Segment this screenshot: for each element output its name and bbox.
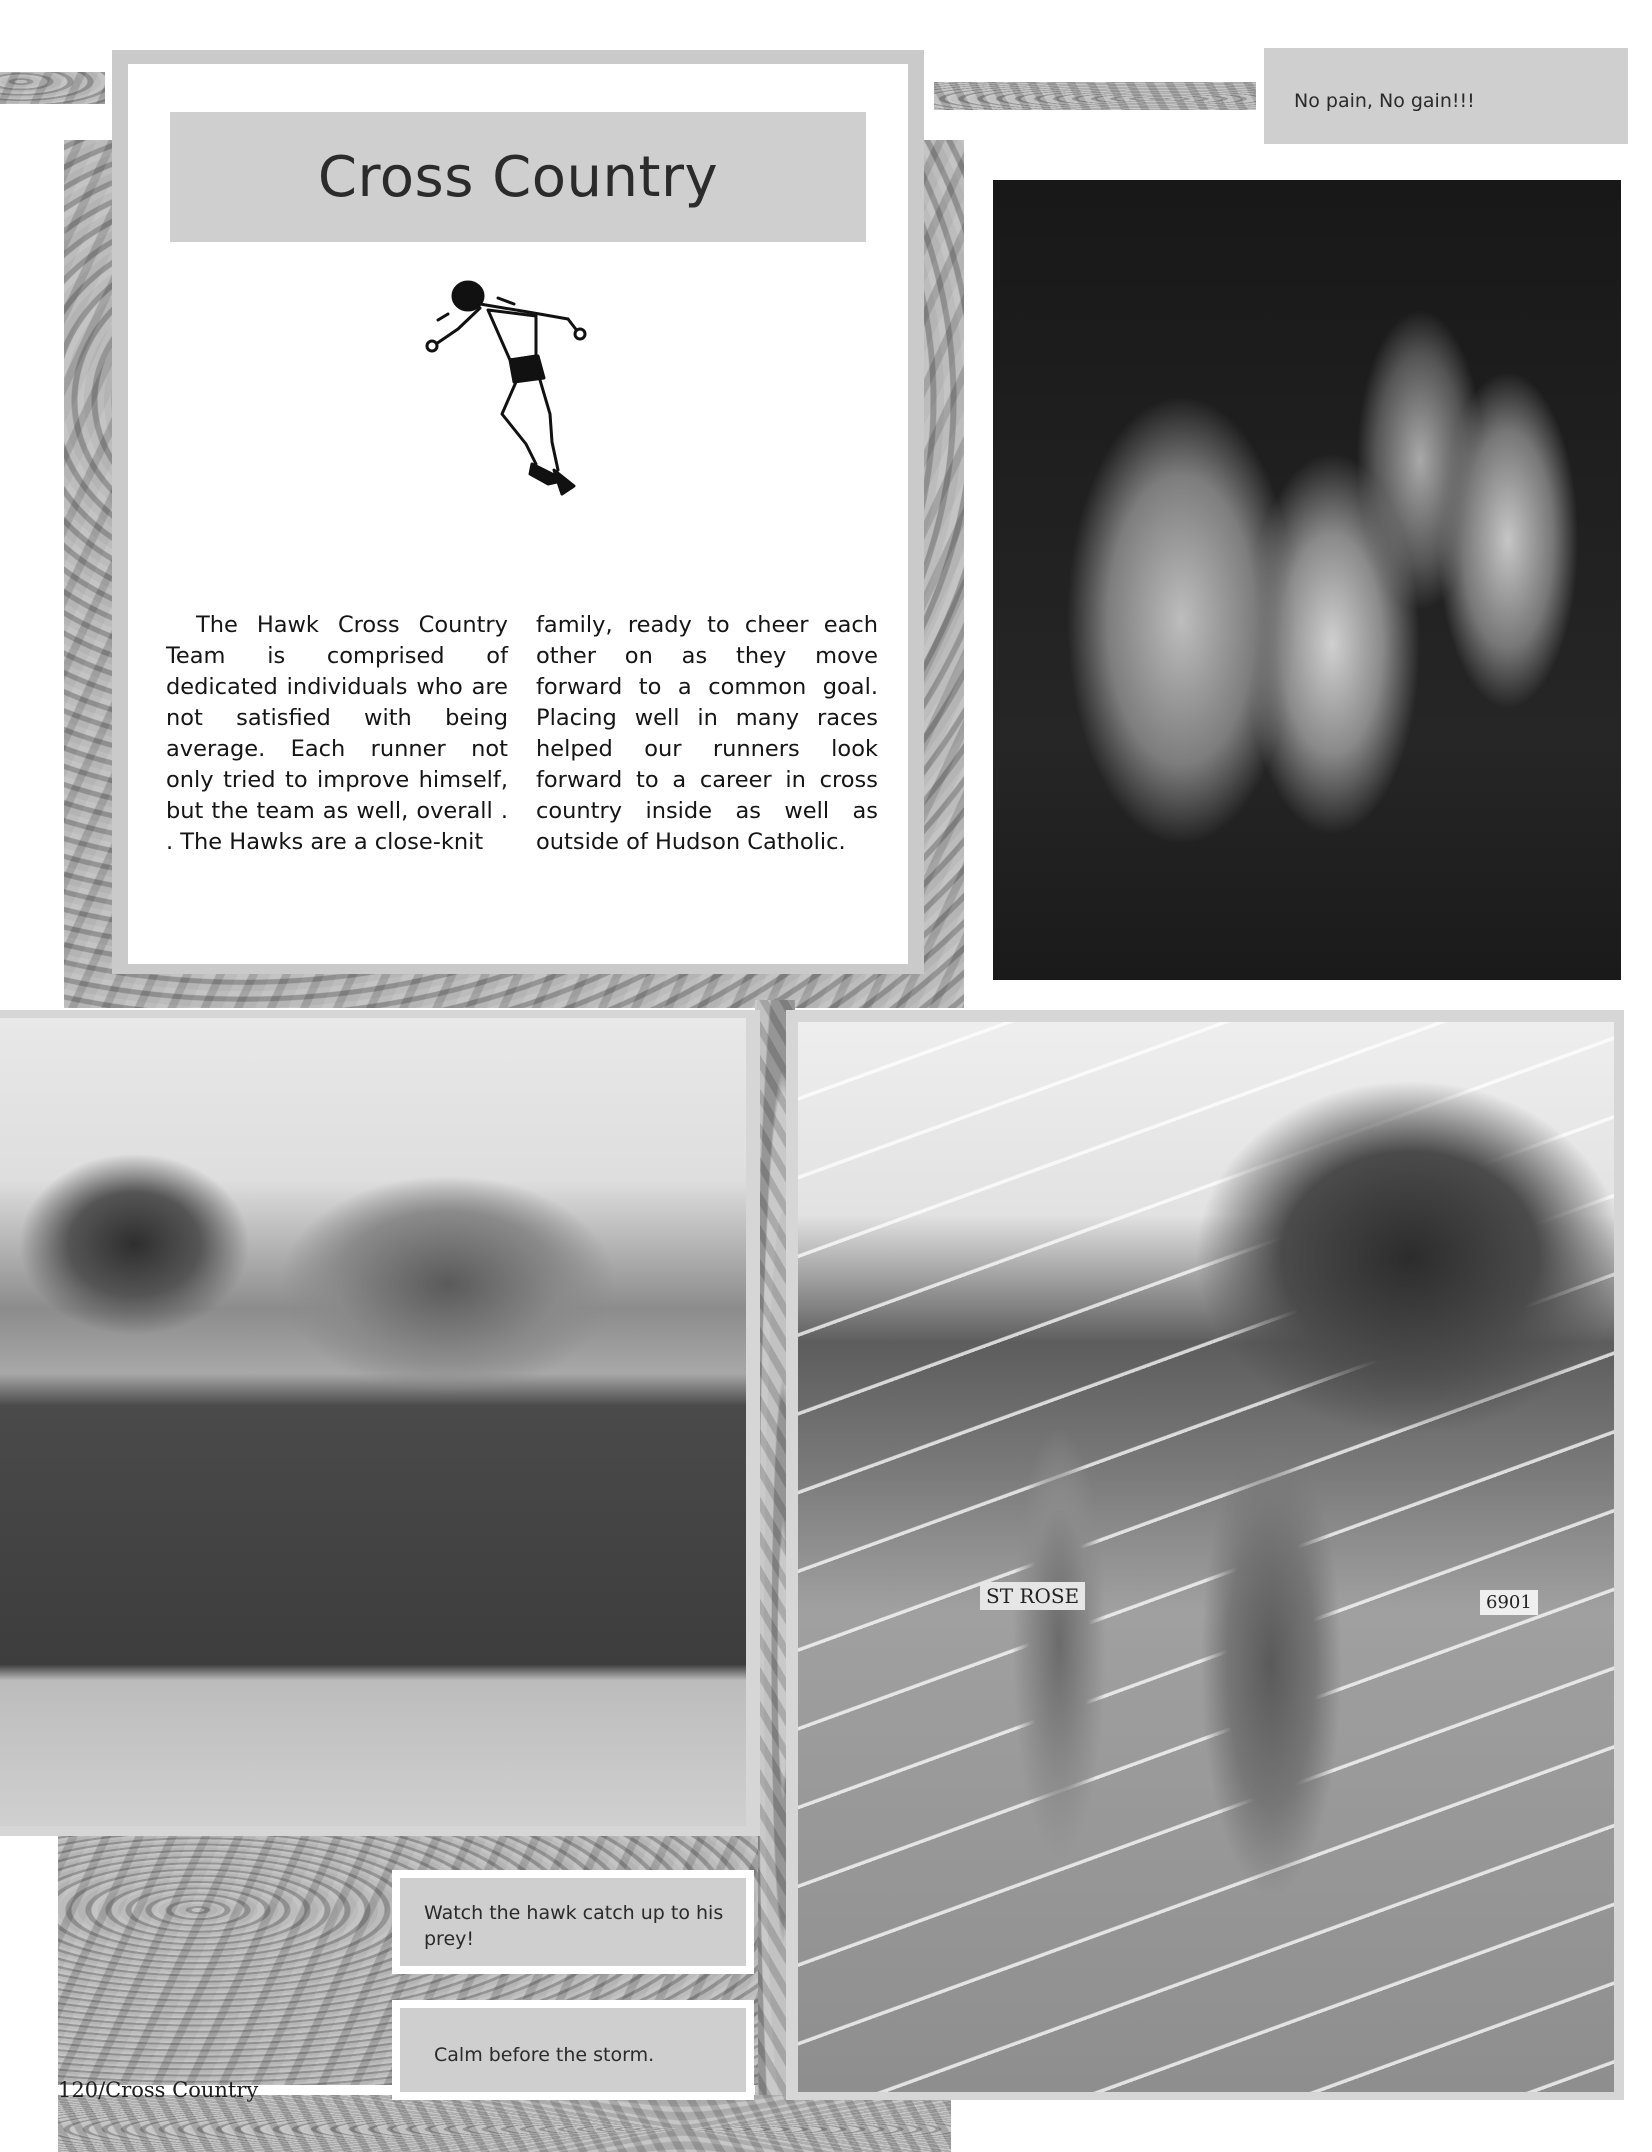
caption-hawk: Watch the hawk catch up to his prey!	[400, 1878, 746, 1966]
photo-runners-field	[0, 1018, 746, 1826]
caption-frame-hawk	[392, 1870, 754, 1974]
caption-box-top-right	[1264, 48, 1628, 144]
caption-frame-storm	[392, 2000, 754, 2100]
marble-strip-top-left	[0, 72, 105, 104]
page-title: Cross Country	[317, 144, 719, 210]
photo-runners-track	[798, 1022, 1614, 2092]
caption-storm: Calm before the storm.	[400, 2008, 746, 2092]
runner-icon	[418, 274, 618, 504]
bib-6901: 6901	[1480, 1590, 1538, 1615]
article-column-left: The Hawk Cross Country Team is comprised of dedicated individuals who are not satisfied with being average. Each runner not only tried to improve himself, but the team as well, overall . . The Hawks are a close-knit	[166, 612, 508, 855]
title-bar	[170, 112, 866, 242]
bib-st-rose: ST ROSE	[980, 1582, 1085, 1610]
article-column-right: family, ready to cheer each other on as they move forward to a common goal. Placing well in many races helped our runners look forward to a career in cross country inside as well as outside of Hudson Catholic.	[536, 612, 878, 855]
article-body	[166, 610, 878, 930]
marble-strip-bottom	[58, 2095, 951, 2152]
marble-strip-top-mid	[934, 82, 1256, 110]
title-panel	[128, 64, 908, 964]
caption-no-pain: No pain, No gain!!!	[1294, 90, 1475, 112]
page-number: 120/Cross Country	[58, 2078, 259, 2102]
photo-runners-night	[993, 180, 1621, 980]
